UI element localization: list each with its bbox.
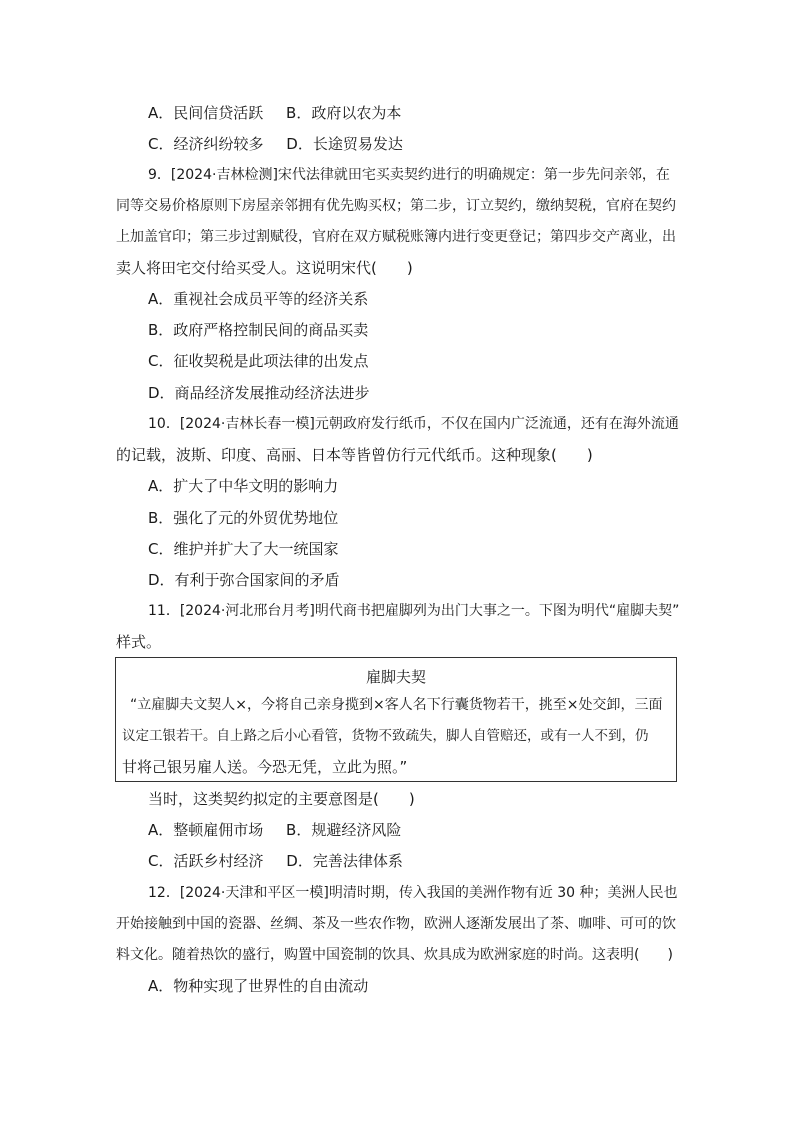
option-c: C．经济纠纷较多 — [148, 135, 264, 153]
q12-line-1: 12．[2024·天津和平区一模]明清时期，传入我国的美洲作物有近 30 种；美洲人民也 — [148, 885, 678, 901]
q9-option-b: B．政府严格控制民间的商品买卖 — [148, 321, 369, 339]
contract-box — [115, 657, 677, 782]
contract-line-2: 议定工银若干。自上路之后小心看管，货物不致疏失，脚人自管赔还，或有一人不到，仍 — [122, 728, 649, 744]
q11-stem: 当时，这类契约拟定的主要意图是( ) — [148, 790, 415, 808]
q9-option-d: D．商品经济发展推动经济法进步 — [148, 384, 370, 402]
q10-option-d: D．有利于弥合国家间的矛盾 — [148, 571, 340, 589]
q9-line-3: 上加盖官印；第三步过割赋役，官府在双方赋税账簿内进行变更登记；第四步交产离业，出 — [116, 229, 676, 245]
prev-options-row-2 — [148, 133, 403, 155]
contract-title: 雇脚夫契 — [365, 668, 426, 686]
prev-options-row-1 — [148, 102, 401, 124]
option-c: C．活跃乡村经济 — [148, 852, 264, 870]
contract-line-1: “立雇脚夫文契人×，今将自己亲身揽到×客人名下行囊货物若干，挑至×处交卸，三面 — [130, 697, 663, 713]
option-d: D．完善法律体系 — [286, 852, 403, 870]
q12-option-a: A．物种实现了世界性的自由流动 — [148, 977, 369, 995]
q11-options-row-1 — [148, 819, 401, 841]
q9-line-1: 9．[2024·吉林检测]宋代法律就田宅买卖契约进行的明确规定：第一步先问亲邻，在 — [148, 167, 670, 183]
q12-line-3: 料文化。随着热饮的盛行，购置中国瓷制的饮具、炊具成为欧洲家庭的时尚。这表明( ) — [116, 947, 673, 963]
q9-line-2: 同等交易价格原则下房屋亲邻拥有优先购买权；第二步，订立契约，缴纳契税，官府在契约 — [116, 198, 676, 214]
q12-line-2: 开始接触到中国的瓷器、丝绸、茶及一些农作物，欧洲人逐渐发展出了茶、咖啡、可可的饮 — [116, 916, 676, 932]
q10-option-a: A．扩大了中华文明的影响力 — [148, 477, 339, 495]
option-d: D．长途贸易发达 — [286, 135, 403, 153]
q9-option-a: A．重视社会成员平等的经济关系 — [148, 290, 369, 308]
q11-line-2: 样式。 — [116, 633, 162, 651]
q11-line-1: 11．[2024·河北邢台月考]明代商书把雇脚列为出门大事之一。下图为明代“雇脚夫契” — [148, 603, 680, 619]
option-b: B．政府以农为本 — [286, 104, 402, 122]
q10-option-b: B．强化了元的外贸优势地位 — [148, 509, 339, 527]
q10-line-1: 10．[2024·吉林长春一模]元朝政府发行纸币，不仅在国内广泛流通，还有在海外流通 — [148, 416, 679, 432]
option-a: A．整顿雇佣市场 — [148, 821, 264, 839]
option-b: B．规避经济风险 — [286, 821, 402, 839]
q9-line-4: 卖人将田宅交付给买受人。这说明宋代( ) — [116, 259, 413, 277]
q10-option-c: C．维护并扩大了大一统国家 — [148, 540, 339, 558]
q10-line-2: 的记载，波斯、印度、高丽、日本等皆曾仿行元代纸币。这种现象( ) — [116, 446, 593, 464]
option-a: A．民间信贷活跃 — [148, 104, 264, 122]
contract-line-3: 甘将己银另雇人送。今恐无凭，立此为照。” — [122, 758, 408, 776]
q11-options-row-2 — [148, 850, 403, 872]
q9-option-c: C．征收契税是此项法律的出发点 — [148, 352, 369, 370]
